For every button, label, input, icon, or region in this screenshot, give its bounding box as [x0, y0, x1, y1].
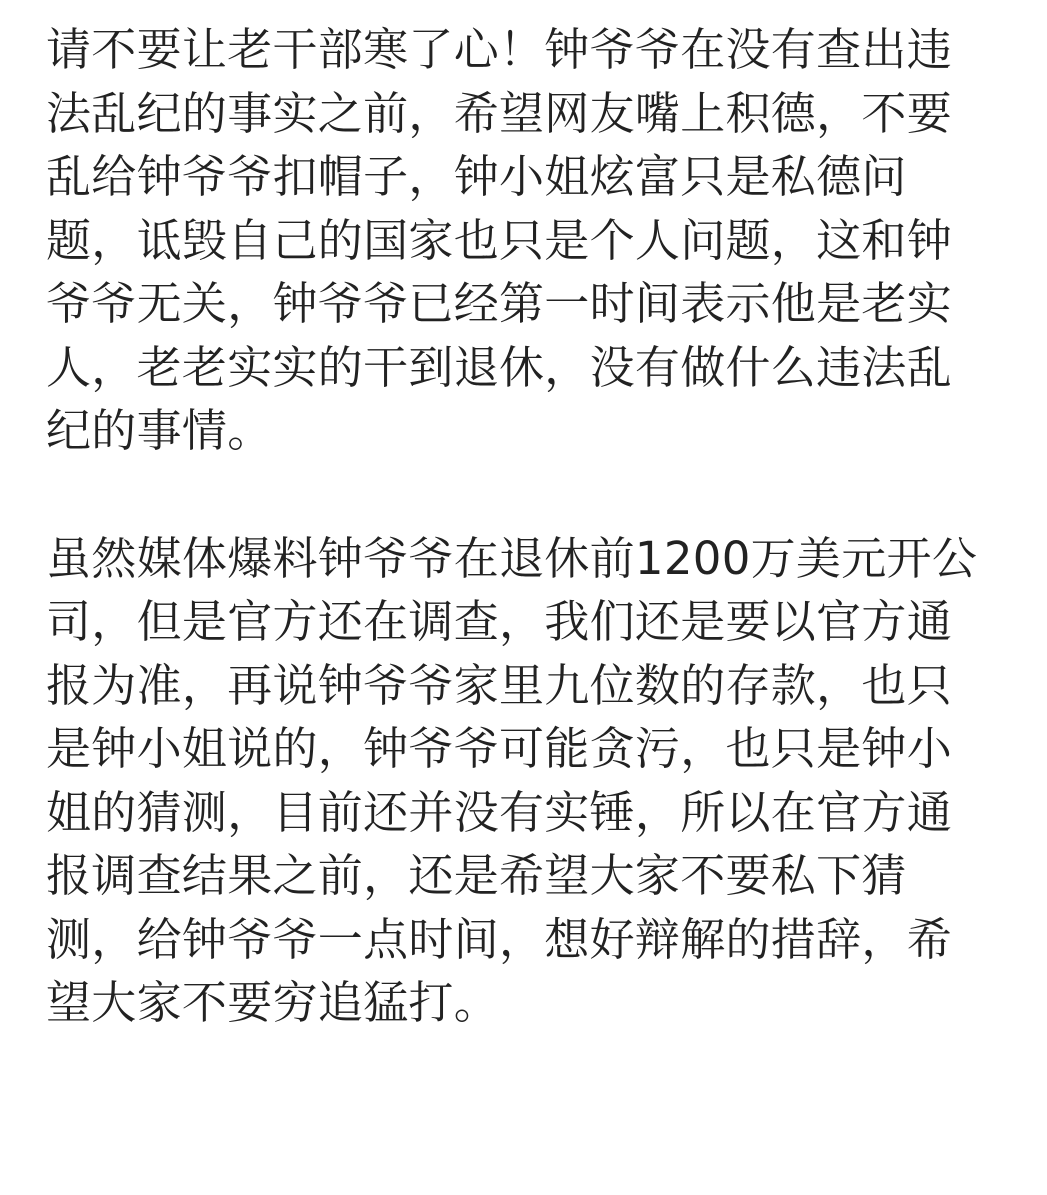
text-line: 姐的猜测，目前还并没有实锤，所以在官方通 — [46, 785, 953, 839]
text-line: 法乱纪的事实之前，希望网友嘴上积德，不要 — [46, 86, 953, 140]
text-line: 望大家不要穷追猛打。 — [46, 976, 500, 1029]
text-line: 虽然媒体爆料钟爷爷在退休前1200万美元开公 — [46, 531, 978, 585]
text-line: 乱给钟爷爷扣帽子，钟小姐炫富只是私德问 — [46, 150, 907, 203]
text-line: 题，诋毁自己的国家也只是个人问题，这和钟 — [46, 213, 953, 267]
text-line: 测，给钟爷爷一点时间，想好辩解的措辞，希 — [46, 912, 953, 966]
article-body — [46, 18, 1016, 1035]
text-line: 请不要让老干部寒了心！钟爷爷在没有查出违 — [46, 23, 953, 76]
text-line: 报调查结果之前，还是希望大家不要私下猜 — [46, 849, 907, 902]
paragraph-1 — [46, 18, 1016, 463]
text-line: 爷爷无关，钟爷爷已经第一时间表示他是老实 — [46, 277, 953, 330]
text-line: 人，老老实实的干到退休，没有做什么违法乱 — [46, 340, 953, 394]
text-line: 纪的事情。 — [46, 404, 273, 457]
text-line: 报为准，再说钟爷爷家里九位数的存款，也只 — [46, 658, 953, 712]
text-line: 司，但是官方还在调查，我们还是要以官方通 — [46, 595, 953, 648]
paragraph-2 — [46, 527, 1016, 1035]
text-line: 是钟小姐说的，钟爷爷可能贪污，也只是钟小 — [46, 722, 953, 775]
